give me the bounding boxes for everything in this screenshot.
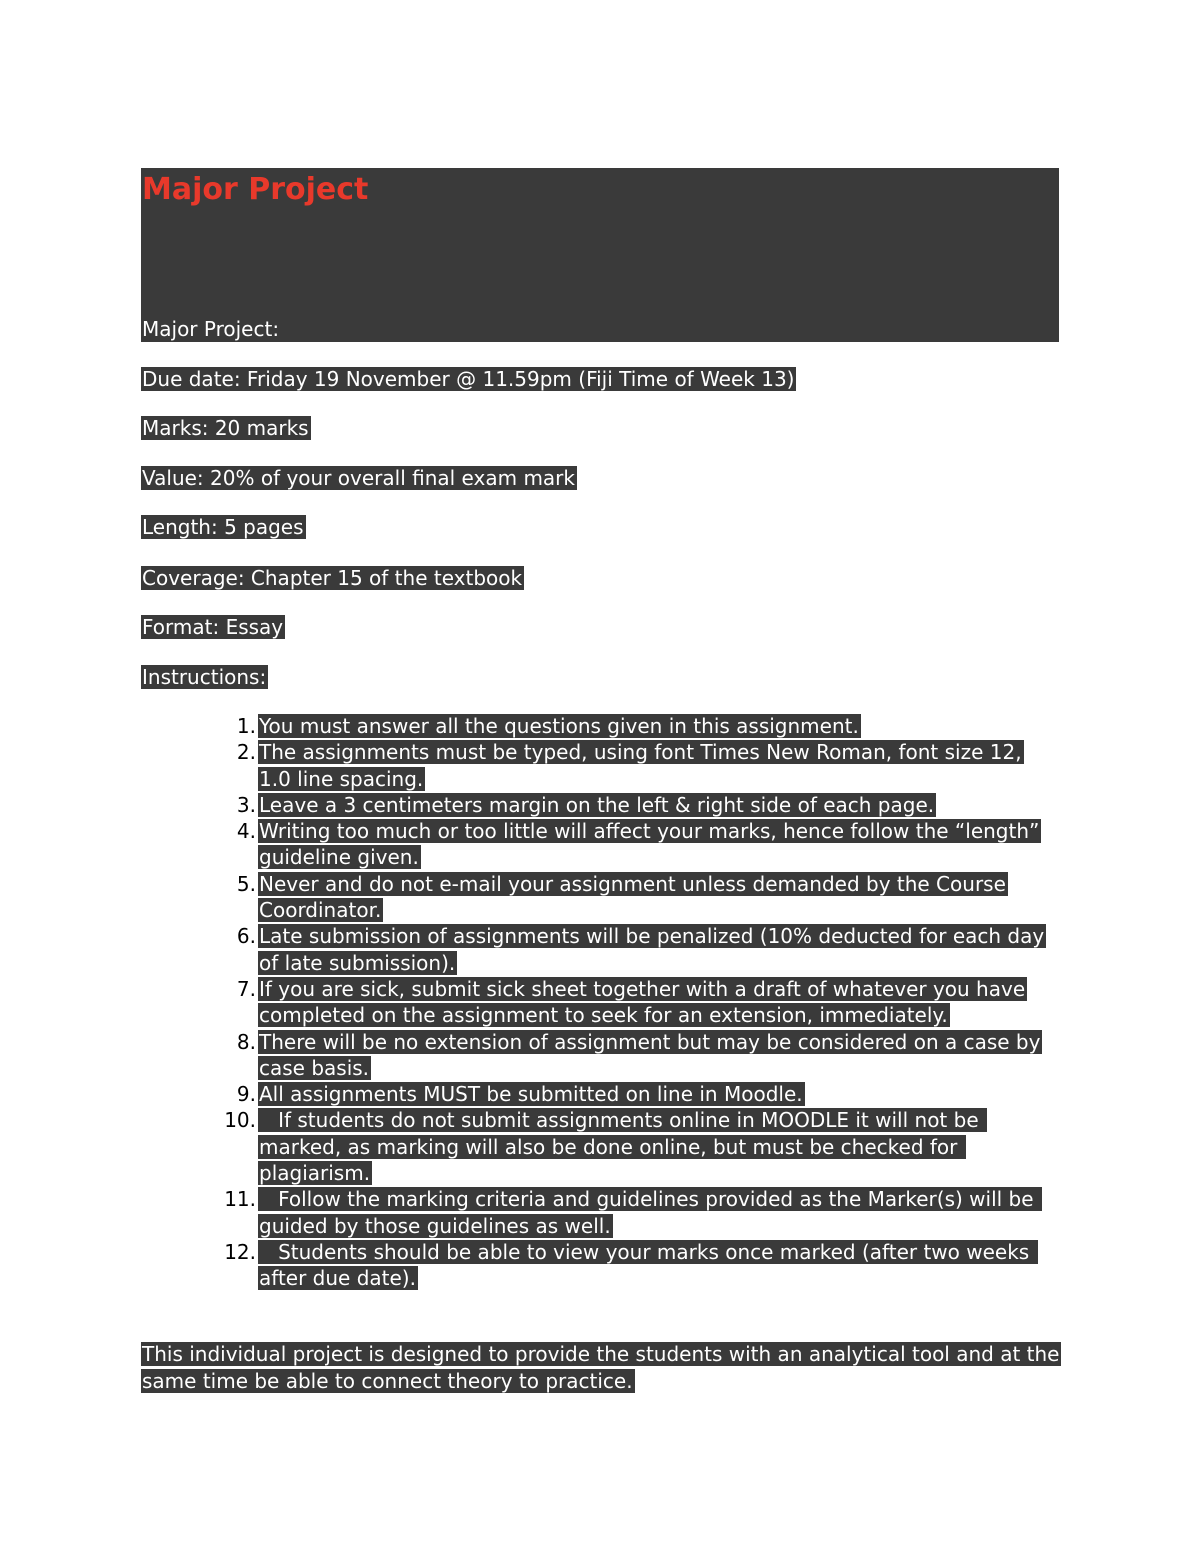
list-item-number: 1. (236, 714, 256, 738)
due-date-text: Due date: Friday 19 November @ 11.59pm (Fiji Time of Week 13) (142, 367, 795, 391)
list-item (222, 818, 1052, 871)
coverage-field (141, 565, 524, 592)
section-subtitle: Major Project: (142, 317, 280, 341)
length-text: Length: 5 pages (142, 515, 304, 539)
list-item-number: 5. (236, 871, 256, 896)
format-field (141, 614, 285, 641)
list-item-text: The assignments must be typed, using font Times New Roman, font size 12, 1.0 line spacing. (259, 740, 1022, 791)
list-item-text: If you are sick, submit sick sheet together with a draft of whatever you have completed on the assignment to seek for an extension, immediately. (259, 976, 1026, 1028)
list-item-number: 6. (236, 924, 256, 949)
list-item (222, 1186, 1052, 1239)
list-item-number: 12. (224, 1239, 256, 1264)
list-item (222, 1107, 1052, 1186)
list-item-number: 2. (236, 740, 256, 765)
instructions-list (222, 713, 1052, 1292)
closing-paragraph (141, 1341, 1071, 1394)
coverage-text: Coverage: Chapter 15 of the textbook (142, 566, 523, 590)
list-item-text: If students do not submit assignments online in MOODLE it will not be marked, as marking will also be done online, but must be checked for plagiarism. (259, 1108, 985, 1186)
value-field (141, 465, 577, 492)
list-item (222, 1081, 1052, 1107)
list-item-text: Leave a 3 centimeters margin on the left & right side of each page. (259, 792, 935, 817)
list-item-text: Students should be able to view your marks once marked (after two weeks after due date). (259, 1239, 1036, 1291)
list-item (222, 1239, 1052, 1292)
list-item (222, 923, 1052, 976)
list-item-number: 4. (236, 819, 256, 844)
list-item-text: Late submission of assignments will be penalized (10% deducted for each day of late submission). (259, 924, 1045, 975)
list-item (222, 739, 1052, 792)
list-item-number: 3. (236, 792, 256, 817)
list-item-number: 11. (224, 1187, 256, 1212)
length-field (141, 514, 306, 541)
list-item (222, 792, 1052, 818)
list-item-text: You must answer all the questions given in this assignment. (259, 714, 859, 738)
list-item-number: 8. (236, 1029, 256, 1054)
list-item (222, 713, 1052, 739)
marks-field (141, 415, 311, 442)
list-item (222, 976, 1052, 1029)
list-item-text: Never and do not e-mail your assignment unless demanded by the Course Coordinator. (259, 871, 1006, 923)
list-item-number: 10. (224, 1108, 256, 1133)
instructions-heading (141, 664, 268, 691)
list-item (222, 1029, 1052, 1082)
list-item-number: 9. (236, 1082, 256, 1107)
list-item-text: Follow the marking criteria and guidelines provided as the Marker(s) will be guided by those guidelines as well. (259, 1187, 1040, 1238)
due-date-field (141, 366, 796, 393)
list-item (222, 871, 1052, 924)
list-item-text: Writing too much or too little will affect your marks, hence follow the “length” guideline given. (259, 819, 1040, 870)
format-text: Format: Essay (142, 615, 284, 639)
list-item-number: 7. (236, 976, 256, 1001)
instructions-heading-text: Instructions: (142, 665, 267, 689)
list-item-text: All assignments MUST be submitted on line in Moodle. (259, 1082, 803, 1107)
marks-text: Marks: 20 marks (142, 416, 309, 440)
closing-text: This individual project is designed to provide the students with an analytical tool and at the same time be able to connect theory to practice. (142, 1342, 1060, 1393)
page-title: Major Project (142, 172, 369, 207)
list-item-text: There will be no extension of assignment but may be considered on a case by case basis. (259, 1029, 1041, 1080)
value-text: Value: 20% of your overall final exam mark (142, 466, 575, 490)
